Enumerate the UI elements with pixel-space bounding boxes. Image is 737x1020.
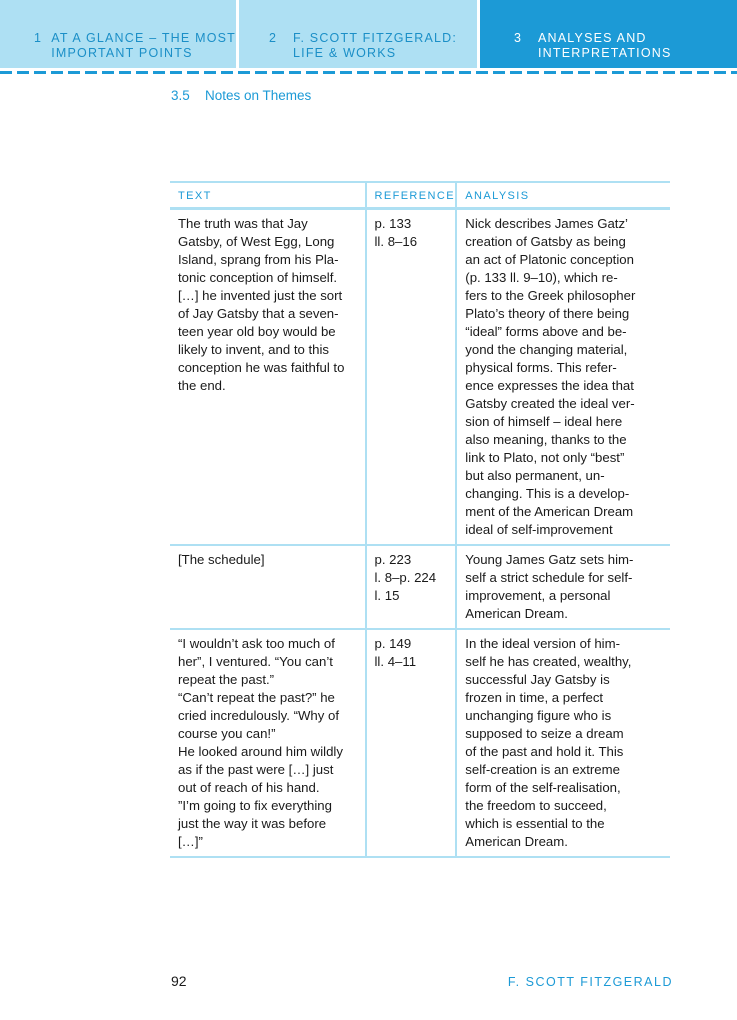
reference-line: l. 15	[374, 588, 400, 603]
analysis-line: successful Jay Gatsby is	[465, 672, 610, 687]
table-header-row	[170, 182, 670, 209]
analysis-cell	[456, 209, 670, 546]
table-row	[170, 209, 670, 546]
analysis-line: ment of the American Dream	[465, 504, 634, 519]
analysis-line: of the past and hold it. This	[465, 744, 624, 759]
analysis-line: (p. 133 ll. 9–10), which re-	[465, 270, 618, 285]
section-title: Notes on Themes	[205, 88, 312, 103]
analysis-line: physical forms. This refer-	[465, 360, 617, 375]
text-cell	[170, 209, 366, 546]
analysis-line: also meaning, thanks to the	[465, 432, 627, 447]
analysis-line: an act of Platonic conception	[465, 252, 634, 267]
analysis-cell	[456, 545, 670, 629]
reference-line: p. 133	[374, 216, 412, 231]
analysis-line: Gatsby created the ideal ver-	[465, 396, 635, 411]
analysis-line: unchanging figure who is	[465, 708, 612, 723]
text-line: of Jay Gatsby that a seven-	[178, 306, 339, 321]
analysis-line: form of the self-realisation,	[465, 780, 621, 795]
analysis-line: In the ideal version of him-	[465, 636, 620, 651]
reference-cell	[366, 545, 457, 629]
text-line: Gatsby, of West Egg, Long	[178, 234, 335, 249]
text-line: He looked around him wildly	[178, 744, 343, 759]
analysis-line: the freedom to succeed,	[465, 798, 607, 813]
tab-analyses-active[interactable]	[480, 0, 737, 68]
reference-line: p. 223	[374, 552, 412, 567]
text-line: The truth was that Jay	[178, 216, 308, 231]
reference-line: ll. 4–11	[374, 654, 417, 669]
analysis-line: ideal of self-improvement	[465, 522, 613, 537]
analysis-line: ence expresses the idea that	[465, 378, 634, 393]
text-line: course you can!”	[178, 726, 276, 741]
analysis-line: American Dream.	[465, 606, 568, 621]
text-line: “Can’t repeat the past?” he	[178, 690, 335, 705]
reference-cell	[366, 629, 457, 857]
analysis-line: self he has created, wealthy,	[465, 654, 632, 669]
analysis-line: Young James Gatz sets him-	[465, 552, 634, 567]
tab-at-a-glance[interactable]	[0, 0, 236, 68]
reference-line: p. 149	[374, 636, 412, 651]
reference-cell	[366, 209, 457, 546]
tab-number: 2	[269, 31, 278, 45]
analysis-line: “ideal” forms above and be-	[465, 324, 627, 339]
analysis-cell	[456, 629, 670, 857]
table-row	[170, 629, 670, 857]
text-line: […]”	[178, 834, 203, 849]
analysis-line: supposed to seize a dream	[465, 726, 624, 741]
reference-line: l. 8–p. 224	[374, 570, 437, 585]
text-line: the end.	[178, 378, 226, 393]
text-line: ”I’m going to fix everything	[178, 798, 332, 813]
text-line: cried incredulously. “Why of	[178, 708, 339, 723]
text-line: conception he was faithful to	[178, 360, 345, 375]
text-line: tonic conception of himself.	[178, 270, 338, 285]
analysis-line: Plato’s theory of there being	[465, 306, 630, 321]
text-line: teen year old boy would be	[178, 324, 336, 339]
text-line: her”, I ventured. “You can’t	[178, 654, 333, 669]
table-row	[170, 545, 670, 629]
dashed-divider	[0, 71, 737, 74]
text-line: as if the past were […] just	[178, 762, 334, 777]
text-line: repeat the past.”	[178, 672, 275, 687]
analysis-line: self-creation is an extreme	[465, 762, 620, 777]
text-cell	[170, 545, 366, 629]
analysis-line: yond the changing material,	[465, 342, 628, 357]
tab-label: F. SCOTT FITZGERALD: LIFE & WORKS	[293, 31, 458, 60]
text-line: likely to invent, and to this	[178, 342, 330, 357]
tab-number: 3	[514, 31, 523, 45]
reference-line: ll. 8–16	[374, 234, 418, 249]
section-heading	[171, 88, 311, 103]
text-line: […] he invented just the sort	[178, 288, 343, 303]
header-text: TEXT	[170, 182, 366, 209]
analysis-line: creation of Gatsby as being	[465, 234, 626, 249]
analysis-line: self a strict schedule for self-	[465, 570, 633, 585]
tab-label: AT A GLANCE – THE MOST IMPORTANT POINTS	[51, 31, 236, 60]
analysis-line: but also permanent, un-	[465, 468, 605, 483]
analysis-line: improvement, a personal	[465, 588, 611, 603]
header-analysis: ANALYSIS	[456, 182, 670, 209]
analysis-line: fers to the Greek philosopher	[465, 288, 636, 303]
section-number: 3.5	[171, 88, 190, 103]
analysis-line: link to Plato, not only “best”	[465, 450, 625, 465]
chapter-tabs	[0, 0, 737, 68]
analysis-line: frozen in time, a perfect	[465, 690, 604, 705]
running-title: F. SCOTT FITZGERALD	[507, 975, 673, 989]
text-line: “I wouldn’t ask too much of	[178, 636, 335, 651]
text-line: [The schedule]	[178, 552, 265, 567]
analysis-line: changing. This is a develop-	[465, 486, 630, 501]
analysis-line: Nick describes James Gatz’	[465, 216, 628, 231]
analysis-line: sion of himself – ideal here	[465, 414, 623, 429]
analysis-line: which is essential to the	[465, 816, 605, 831]
analysis-line: American Dream.	[465, 834, 568, 849]
header-reference: REFERENCE	[366, 182, 457, 209]
tab-label: ANALYSES AND INTERPRETATIONS	[538, 31, 672, 60]
text-line: out of reach of his hand.	[178, 780, 320, 795]
text-line: just the way it was before	[178, 816, 327, 831]
themes-table	[170, 181, 670, 858]
text-line: Island, sprang from his Pla-	[178, 252, 339, 267]
text-cell	[170, 629, 366, 857]
tab-number: 1	[34, 31, 43, 45]
tab-life-and-works[interactable]	[239, 0, 477, 68]
page-number: 92	[171, 973, 187, 989]
